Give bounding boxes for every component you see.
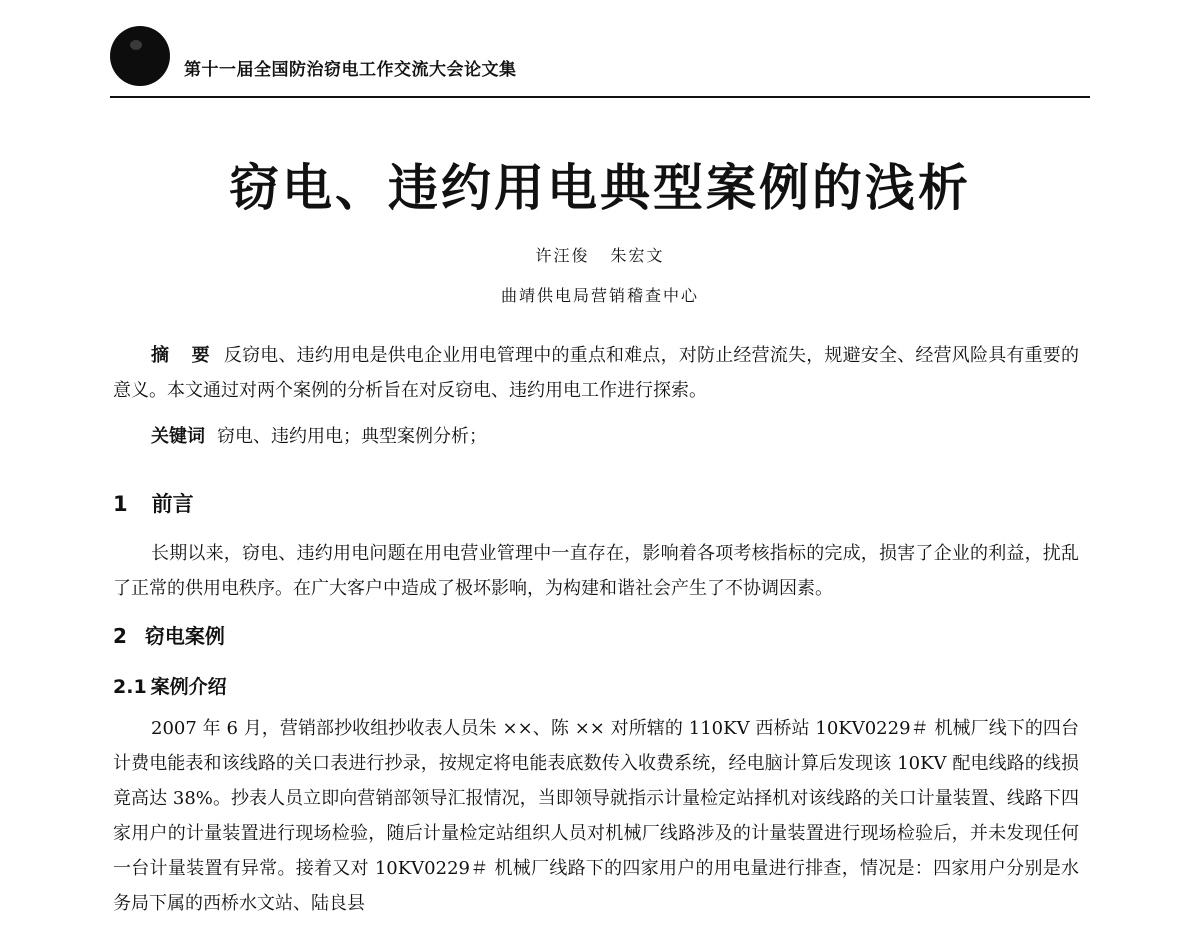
section-number: 2.1 — [113, 676, 147, 698]
keywords-text: 窃电、违约用电；典型案例分析； — [217, 426, 487, 447]
introduction-paragraph: 长期以来，窃电、违约用电问题在用电营业管理中一直存在，影响着各项考核指标的完成，损害了企业的利益，扰乱了正常的供用电秩序。在广大客户中造成了极坏影响，为构建和谐社会产生了不协调因素。 — [113, 543, 1079, 599]
conference-emblem-icon — [110, 26, 170, 86]
abstract — [113, 338, 1079, 408]
article-title: 窃电、违约用电典型案例的浅析 — [229, 159, 971, 217]
running-header-title: 第十一届全国防治窃电工作交流大会论文集 — [184, 60, 517, 80]
article-authors: 许汪俊 朱宏文 — [535, 246, 665, 265]
article-affiliation: 曲靖供电局营销稽查中心 — [500, 286, 699, 305]
case-intro-paragraph: 2007 年 6 月，营销部抄收组抄收表人员朱 ××、陈 ×× 对所辖的 110KV 西桥站 10KV0229＃ 机械厂线下的四台计费电能表和该线路的关口表进行抄录，按规定将电能表底数传入收费系统，经电脑计算后发现该 10KV 配电线路的线损竟高达 38%。抄表人员立即向营销部领导汇报情况，当即领导就指示计量检定站择机对该线路的关口计量装置、线路下四家用户的计量装置进行现场检验，随后计量检定站组织人员对机械厂线路涉及的计量装置进行现场检验后，并未发现任何一台计量装置有异常。接着又对 10KV0229＃ 机械厂线路下的四家用户的用电量进行排查，情况是：四家用户分别是水务局下属的西桥水文站、陆良县 — [113, 718, 1079, 914]
running-header — [110, 26, 1090, 98]
abstract-text: 反窃电、违约用电是供电企业用电管理中的重点和难点，对防止经营流失，规避安全、经营风险具有重要的意义。本文通过对两个案例的分析旨在对反窃电、违约用电工作进行探索。 — [113, 345, 1079, 401]
section-number: 2 — [113, 624, 127, 648]
section-title: 窃电案例 — [144, 624, 225, 648]
subsection-heading-case-intro — [113, 672, 227, 699]
section-heading-theft-case — [113, 620, 225, 649]
section-title: 前言 — [151, 492, 194, 516]
keywords-label: 关键词 — [151, 426, 205, 447]
abstract-label: 摘 要 — [151, 345, 218, 366]
keywords — [151, 422, 487, 448]
section-heading-introduction — [113, 488, 194, 518]
section-number: 1 — [113, 492, 128, 516]
section-title: 案例介绍 — [150, 676, 227, 698]
header-rule — [110, 96, 1090, 98]
